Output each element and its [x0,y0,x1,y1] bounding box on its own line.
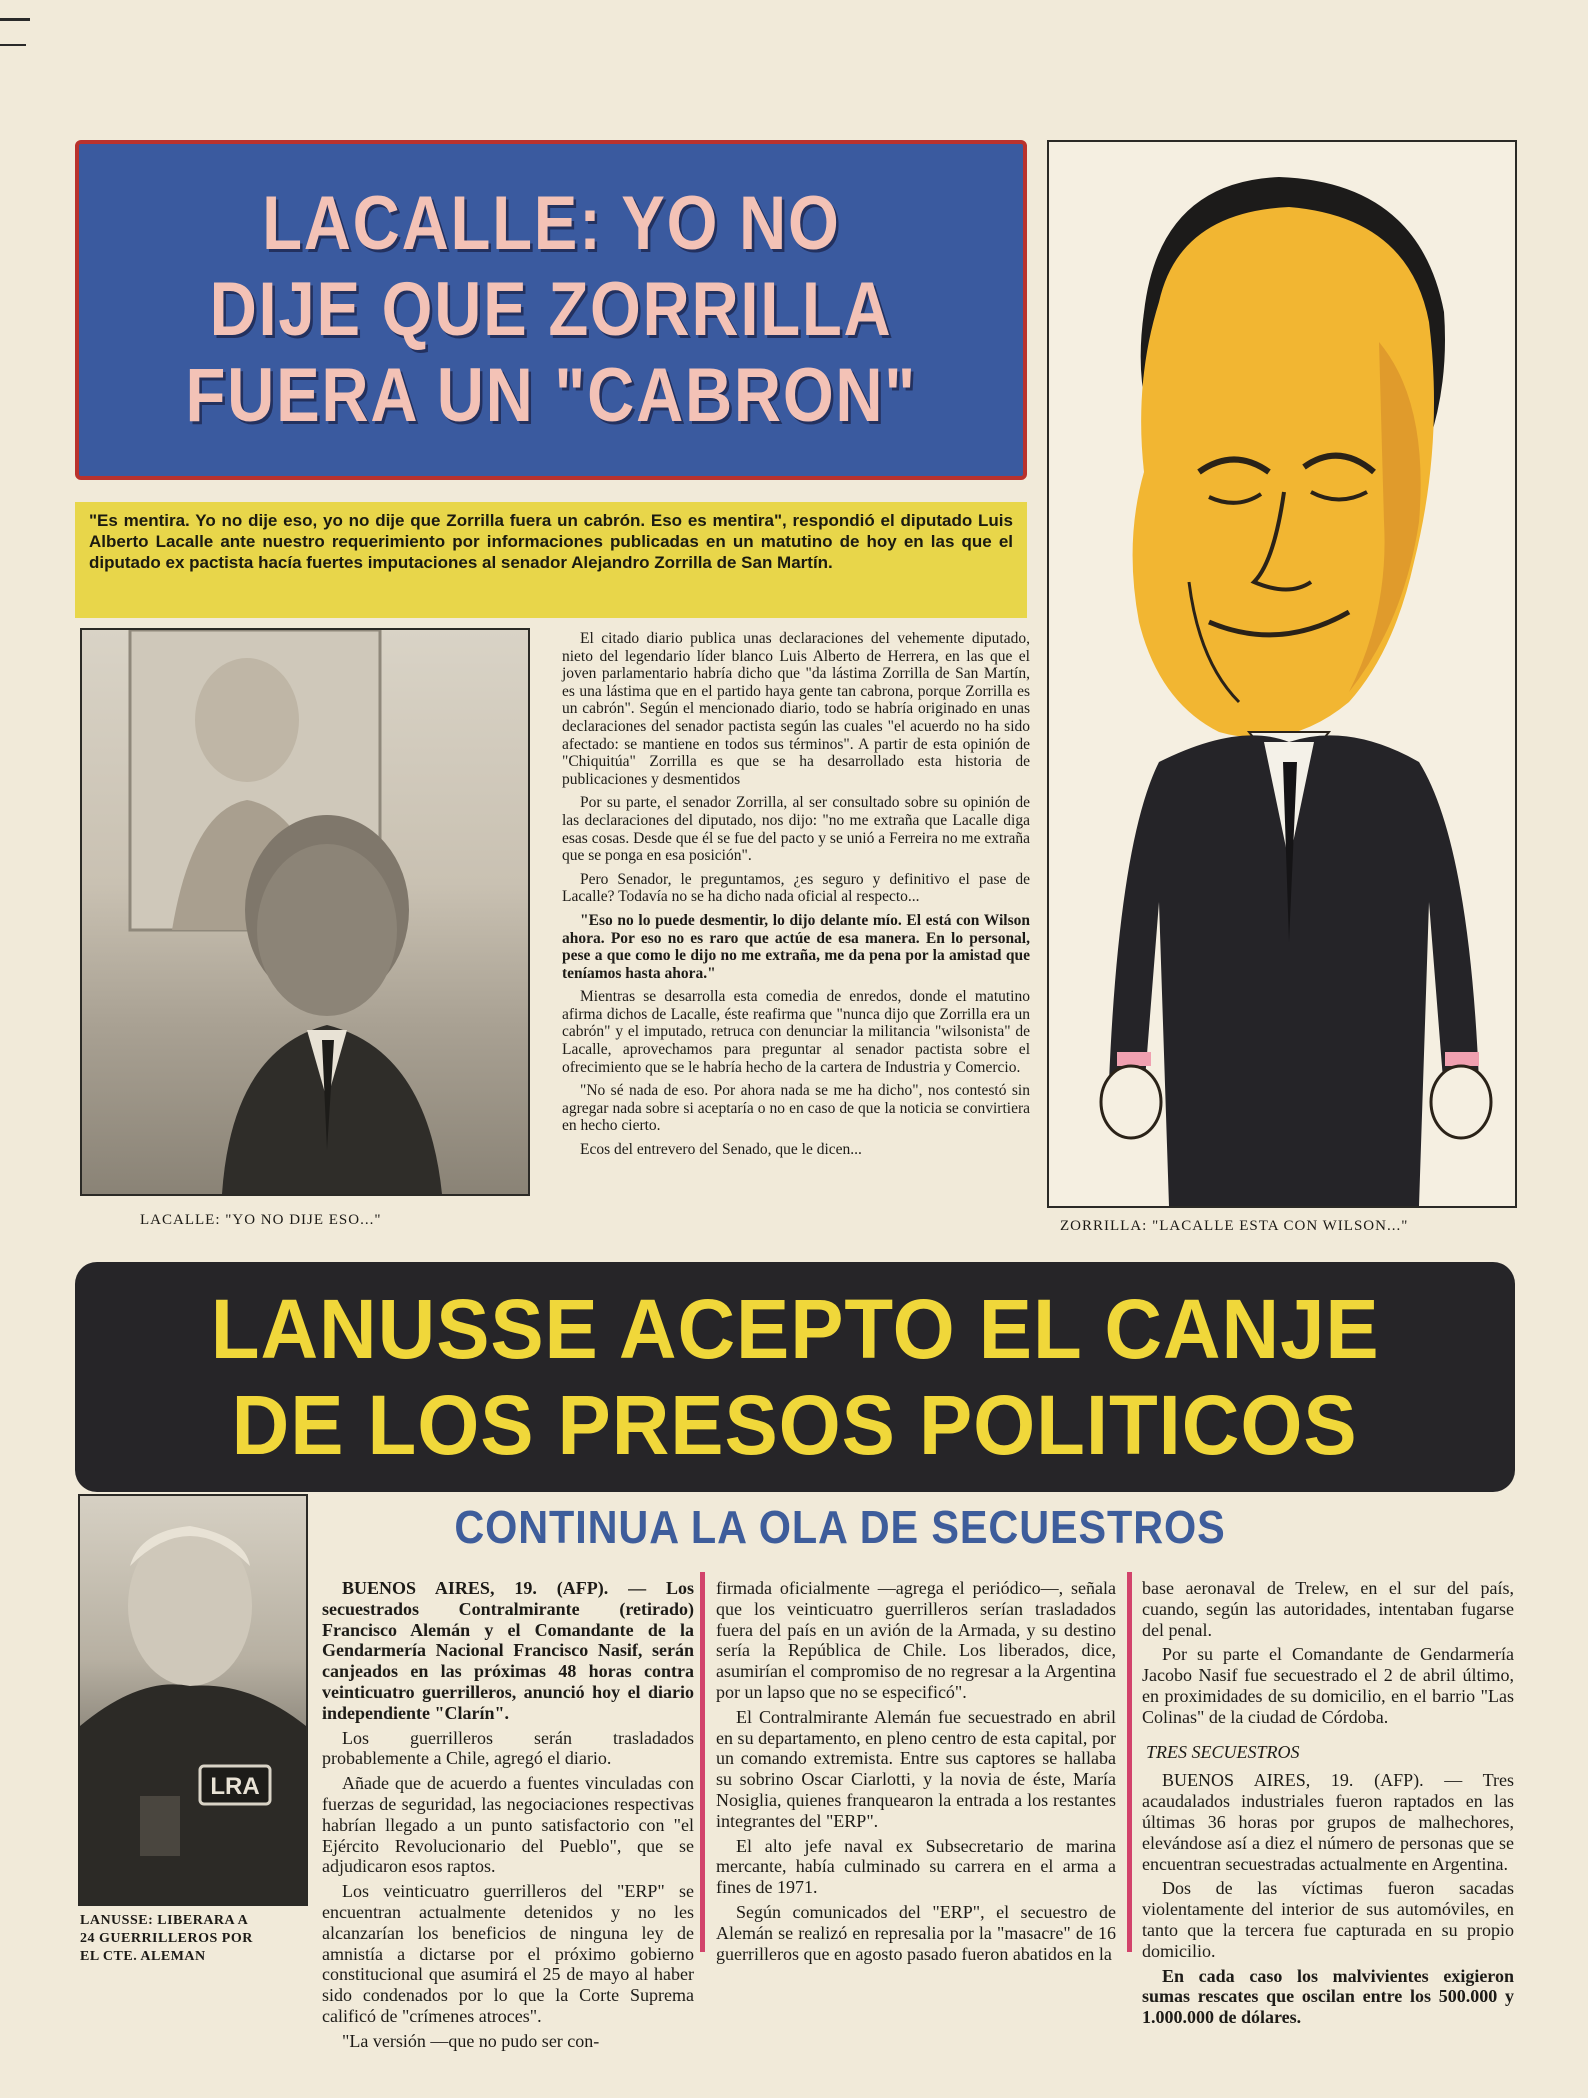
caricature-illustration [1049,142,1515,1206]
portrait-illustration [80,1496,306,1904]
article-column-3 [1142,1578,1514,2078]
paragraph: Mientras se desarrolla esta comedia de enredos, donde el matutino afirma dichos de Lacalle, éste reafirma que "nunca dijo que Zorrilla era un cabrón" y el imputado, retruca con denunciar la militancia "wilsonista" de Lacalle, aprovechamos para preguntar al senador pactista sobre el ofrecimiento que se le habría hecho de la cartera de Industria y Comercio. [562,988,1030,1076]
headline-lacalle [75,140,1027,480]
paragraph: Por su parte el Comandante de Gendarmería Jacobo Nasif fue secuestrado el 2 de abril último, en proximidades de su domicilio, en el barrio "Las Colinas" de la ciudad de Córdoba. [1142,1644,1514,1727]
paragraph: El alto jefe naval ex Subsecretario de marina mercante, había culminado su carrera en el arma a fines de 1971. [716,1835,1116,1898]
paragraph: "No sé nada de eso. Por ahora nada se me ha dicho", nos contestó sin agregar nada sobre si aceptaría o no en caso de que la noticia se convirtiera en hecho cierto. [562,1082,1030,1135]
paragraph: Por su parte, el senador Zorrilla, al ser consultado sobre su opinión de las declaraciones del diputado, nos dijo: "no me extraña que Lacalle diga esas cosas. Desde que él se fue del pacto y se unió a Ferreira no me extraña que se ponga en esa posición". [562,794,1030,865]
paragraph: firmada oficialmente —agrega el periódico—, señala que los veinticuatro guerrilleros serían trasladados fuera del país en un avión de la Armada, y su destino sería la República de Chile. Los liberados, dice, asumirían el compromiso de no regresar a la Argentina por un lapso que no se especificó". [716,1578,1116,1702]
paragraph: Pero Senador, le preguntamos, ¿es seguro y definitivo el pase de Lacalle? Todavía no se ha dicho nada oficial al respecto... [562,870,1030,906]
column-rule [1127,1572,1132,1952]
paragraph: "Eso no lo puede desmentir, lo dijo delante mío. El está con Wilson ahora. Por eso no es raro que actúe de esa manera. En lo personal, pese a que como le dijo no me extraña, me da pena por la amistad que teníamos hasta ahora." [562,911,1030,982]
paragraph: "La versión —que no pudo ser con- [342,2030,600,2051]
photo-caption-lanusse [80,1912,253,1966]
paragraph: base aeronaval de Trelew, en el sur del país, cuando, según las autoridades, intentaban fugarse del penal. [1142,1578,1514,1640]
photo-lacalle [80,628,530,1196]
caption-line: LANUSSE: LIBERARA A [80,1913,249,1928]
paragraph: BUENOS AIRES, 19. (AFP). — Los secuestrados Contralmirante (retirado) Francisco Alemán y el Comandante de la Gendarmería Nacional Francisco Nasif, serán canjeados en las próximas 48 horas contra veinticuatro guerrilleros, anunció hoy el diario independiente "Clarín". [322,1578,694,1723]
paragraph: BUENOS AIRES, 19. (AFP). — Tres acaudalados industriales fueron raptados en las últimas 36 horas por grupos de malhechores, elevándose así a diez el número de personas que se encuentran secuestradas actualmente en Argentina. [1142,1770,1514,1874]
article-column-2 [716,1578,1116,2078]
portrait-illustration [82,630,528,1194]
paragraph: Dos de las víctimas fueron sacadas violentamente del interior de sus automóviles, en tanto que la tercera fue capturada en su propio domicilio. [1142,1878,1514,1961]
paragraph: Según comunicados del "ERP", el secuestro de Alemán se realizó en represalia por la "masacre" de 16 guerrilleros que en agosto pasado fueron abatidos en la [716,1901,1116,1964]
article-body-lacalle [562,630,1030,1250]
headline-line-2: DIJE QUE ZORRILLA [209,267,893,352]
edge-mark-top [0,18,30,21]
photo-caption-lacalle: LACALLE: "YO NO DIJE ESO..." [140,1212,382,1228]
paragraph: El citado diario publica unas declaraciones del vehemente diputado, nieto del legendario líder blanco Luis Alberto de Herrera, en las que el joven parlamentario habría dicho que "da lástima Zorrilla de San Martín, es una lástima que en el partido haya gente tan cabrona, porque Zorrilla es un cabrón". Según el mencionado diario, todo se habría originado en unas declaraciones del senador pactista según las cuales "el acuerdo no ha sido afectado: se mantiene en todos sus términos". A partir de esta opinión de "Chiquitúa" Zorrilla es que se ha desarrollado esta historia de publicaciones y desmentidos [562,630,1030,788]
paragraph: Ecos del entrevero del Senado, que le dicen... [580,1141,862,1159]
paragraph: Añade que de acuerdo a fuentes vinculadas con fuerzas de seguridad, las negociaciones respectivas habrían llegado a un punto satisfactorio con "el Ejército Revolucionario del Pueblo", que se adjudicaron esos raptos. [322,1773,694,1877]
column-rule [700,1572,705,1952]
paragraph: Los veinticuatro guerrilleros del "ERP" se encuentran actualmente detenidos y no les alcanzarían los beneficios de ninguna ley de amnistía a dictarse por el próximo gobierno constitucional que asumirá el 25 de mayo al haber sido condenados por lo que la Corte Suprema calificó de "crímenes atroces". [322,1881,694,2026]
caption-line: 24 GUERRILLEROS POR [80,1931,253,1946]
edge-mark-top-2 [0,44,26,46]
headline-line-1: LANUSSE ACEPTO EL CANJE [210,1282,1380,1376]
paragraph: En cada caso los malvivientes exigieron sumas rescates que oscilan entre los 500.000 y 1.000.000 de dólares. [1142,1965,1514,2028]
microphone-sign: LRA [210,1773,260,1800]
paragraph: El Contralmirante Alemán fue secuestrado en abril en su departamento, en pleno centro de esta capital, por un comando extremista. Entre sus captores se hallaba su sobrino Oscar Ciarlotti, y la novia de éste, María Nosiglia, quienes franquearon la entrada a los restantes integrantes del "ERP". [716,1706,1116,1831]
photo-lanusse [78,1494,308,1906]
subhead-secuestros: CONTINUA LA OLA DE SECUESTROS [454,1501,1226,1553]
caption-line: EL CTE. ALEMAN [80,1949,206,1964]
paragraph: Los guerrilleros serán trasladados probablemente a Chile, agregó el diario. [322,1727,694,1769]
cartoon-caption-zorrilla: ZORRILLA: "LACALLE ESTA CON WILSON..." [1060,1218,1409,1234]
headline-line-3: FUERA UN "CABRON" [185,353,917,438]
headline-lanusse [75,1262,1515,1492]
lead-paragraph: "Es mentira. Yo no dije eso, yo no dije que Zorrilla fuera un cabrón. Eso es mentira", respondió el diputado Luis Alberto Lacalle ante nuestro requerimiento por informaciones publicadas en un matutino de hoy en las que el diputado ex pactista hacía fuertes imputaciones al senador Alejandro Zorrilla de San Martín. [75,502,1027,618]
article-column-1 [322,1578,694,2078]
section-subhead: TRES SECUESTROS [1146,1741,1300,1762]
headline-line-2: DE LOS PRESOS POLITICOS [232,1378,1358,1472]
caricature-zorrilla [1047,140,1517,1208]
headline-line-1: LACALLE: YO NO [261,181,841,266]
